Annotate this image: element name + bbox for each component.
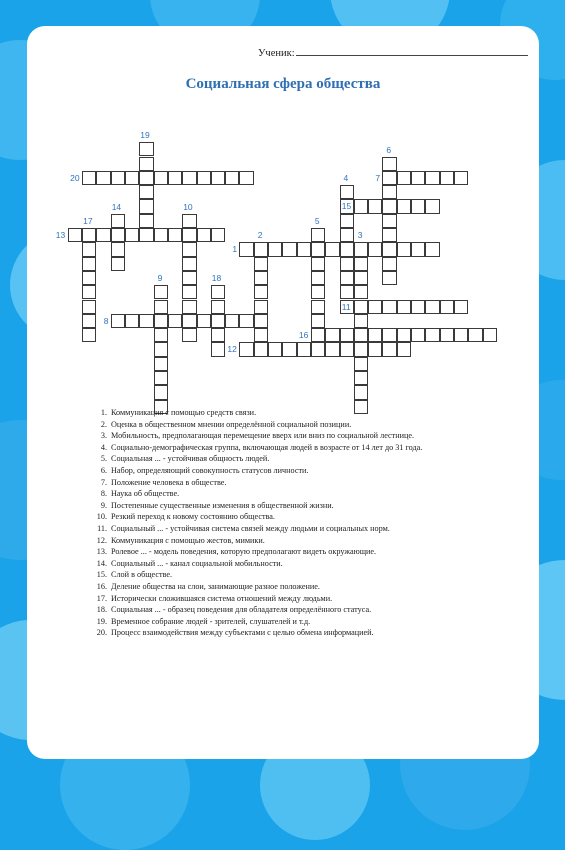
crossword-cell[interactable] [382,257,396,271]
crossword-cell[interactable] [139,228,153,242]
crossword-cell[interactable] [354,385,368,399]
crossword-cell[interactable] [239,342,253,356]
crossword-cell[interactable] [354,285,368,299]
clue-item [92,523,422,535]
crossword-cell[interactable] [154,342,168,356]
clue-item [92,546,422,558]
clue-text: Резкий переход к новому состоянию общества. [111,512,275,522]
crossword-cell[interactable] [440,328,454,342]
clue-item [92,604,422,616]
crossword-cell[interactable] [311,242,325,256]
clue-number: 9. [100,500,107,510]
crossword-cell[interactable] [139,314,153,328]
crossword-cell[interactable] [354,328,368,342]
clue-item [92,488,422,500]
crossword-cell[interactable] [154,328,168,342]
clue-number: 14. [96,558,107,568]
crossword-cell[interactable] [197,314,211,328]
clue-number-label: 14 [111,201,122,212]
crossword-cell[interactable] [111,242,125,256]
clue-number: 2. [100,419,107,429]
crossword-cell[interactable] [340,228,354,242]
crossword-cell[interactable] [325,242,339,256]
clue-number: 5. [100,454,107,464]
crossword-cell[interactable] [254,271,268,285]
crossword-cell[interactable] [96,171,110,185]
crossword-cell[interactable] [254,300,268,314]
crossword-cell[interactable] [182,328,196,342]
crossword-cell[interactable] [139,142,153,156]
crossword-cell[interactable] [211,342,225,356]
crossword-cell[interactable] [82,314,96,328]
crossword-cell[interactable] [211,228,225,242]
crossword-cell[interactable] [325,342,339,356]
clue-number: 6. [100,465,107,475]
crossword-cell[interactable] [411,171,425,185]
crossword-cell[interactable] [340,328,354,342]
crossword-cell[interactable] [82,171,96,185]
crossword-cell[interactable] [340,271,354,285]
clue-number: 8. [100,489,107,499]
clue-number-label: 19 [140,130,150,141]
clue-number: 20. [96,628,107,638]
crossword-cell[interactable] [368,342,382,356]
crossword-cell[interactable] [354,357,368,371]
clue-text: Коммуникация с помощью жестов, мимики. [111,535,265,545]
clue-number-label: 10 [183,201,193,212]
crossword-cell[interactable] [239,314,253,328]
crossword-cell[interactable] [411,328,425,342]
crossword-cell[interactable] [354,242,368,256]
crossword-cell[interactable] [468,328,482,342]
clue-item [92,569,422,581]
crossword-cell[interactable] [354,300,368,314]
crossword-cell[interactable] [125,171,139,185]
clue-number: 3. [100,431,107,441]
crossword-cell[interactable] [368,328,382,342]
crossword-cell[interactable] [254,342,268,356]
crossword-cell[interactable] [354,271,368,285]
crossword-cell[interactable] [168,171,182,185]
crossword-cell[interactable] [211,171,225,185]
clue-number-label: 12 [227,344,237,355]
clue-item [92,465,422,477]
crossword-cell[interactable] [111,214,125,228]
crossword-cell[interactable] [354,199,368,213]
page-title: Социальная сфера общества [185,76,381,92]
crossword-cell[interactable] [454,328,468,342]
clue-text: Временное собрание людей - зрителей, слушателей и т.д. [111,616,311,626]
clue-number-label: 16 [298,330,309,341]
crossword-cell[interactable] [282,342,296,356]
clue-number-label: 7 [375,172,381,183]
crossword-cell[interactable] [225,171,239,185]
crossword-cell[interactable] [111,228,125,242]
crossword-cell[interactable] [82,300,96,314]
crossword-cell[interactable] [397,300,411,314]
crossword-cell[interactable] [182,242,196,256]
clue-item [92,558,422,570]
crossword-cell[interactable] [397,328,411,342]
crossword-cell[interactable] [239,242,253,256]
clue-number-label: 4 [343,173,349,184]
clue-text: Слой в обществе. [111,570,173,580]
crossword-cell[interactable] [111,257,125,271]
crossword-cell[interactable] [268,342,282,356]
clue-item [92,627,422,639]
crossword-cell[interactable] [354,371,368,385]
clue-item [92,535,422,547]
crossword-cell[interactable] [168,314,182,328]
crossword-cell[interactable] [182,228,196,242]
crossword-cell[interactable] [211,314,225,328]
clue-text: Деление общества на слои, занимающие разное положение. [111,581,320,591]
crossword-cell[interactable] [382,242,396,256]
crossword-cell[interactable] [382,228,396,242]
crossword-cell[interactable] [96,228,110,242]
clue-number-label: 8 [103,315,109,326]
crossword-cell[interactable] [254,314,268,328]
clue-number: 19. [96,616,107,626]
crossword-cell[interactable] [125,314,139,328]
crossword-cell[interactable] [82,228,96,242]
clue-text: Исторически сложившаяся система отношений между людьми. [111,593,333,603]
crossword-cell[interactable] [154,285,168,299]
clue-number: 15. [96,570,107,580]
crossword-cell[interactable] [425,199,439,213]
crossword-cell[interactable] [454,300,468,314]
clue-number: 10. [96,512,107,522]
crossword-cell[interactable] [182,314,196,328]
clue-text: Процесс взаимодействия между субъектами с целью обмена информацией. [111,628,374,638]
clue-item [92,477,422,489]
clue-number-label: 9 [157,273,163,284]
crossword-cell[interactable] [340,185,354,199]
clue-number-label: 3 [357,230,363,241]
crossword-cell[interactable] [397,242,411,256]
crossword-cell[interactable] [254,257,268,271]
crossword-cell[interactable] [254,285,268,299]
crossword-cell[interactable] [182,257,196,271]
crossword-cell[interactable] [182,214,196,228]
crossword-cell[interactable] [354,314,368,328]
crossword-cell[interactable] [68,228,82,242]
crossword-cell[interactable] [411,300,425,314]
crossword-cell[interactable] [182,171,196,185]
crossword-cell[interactable] [82,328,96,342]
crossword-cell[interactable] [382,328,396,342]
crossword-cell[interactable] [311,328,325,342]
crossword-cell[interactable] [225,314,239,328]
crossword-cell[interactable] [397,199,411,213]
clue-number: 17. [96,593,107,603]
crossword-cell[interactable] [154,385,168,399]
clue-number: 7. [100,477,107,487]
clue-number: 11. [97,523,107,533]
clue-text: Положение человека в обществе. [111,477,227,487]
crossword-cell[interactable] [197,171,211,185]
crossword-cell[interactable] [154,228,168,242]
crossword-cell[interactable] [254,242,268,256]
clue-text: Постепенные существенные изменения в общественной жизни. [111,500,334,510]
crossword-cell[interactable] [311,228,325,242]
clue-number: 1. [100,408,107,417]
clue-number-label: 5 [314,216,320,226]
crossword-cell[interactable] [139,171,153,185]
crossword-cell[interactable] [297,242,311,256]
crossword-cell[interactable] [139,185,153,199]
crossword-cell[interactable] [354,342,368,356]
crossword-cell[interactable] [425,300,439,314]
crossword-cell[interactable] [154,357,168,371]
crossword-cell[interactable] [382,157,396,171]
clue-text: Оценка в общественном мнении определённой социальной позиции. [111,419,352,429]
crossword-cell[interactable] [425,328,439,342]
crossword-cell[interactable] [311,314,325,328]
crossword-cell[interactable] [340,242,354,256]
crossword-cell[interactable] [425,171,439,185]
clue-number: 12. [96,535,107,545]
clue-number-label: 20 [70,172,80,183]
crossword-cell[interactable] [483,328,497,342]
crossword-cell[interactable] [311,342,325,356]
crossword-cell[interactable] [311,271,325,285]
clue-item [92,442,422,454]
clue-number-label: 1 [232,244,238,255]
crossword-cell[interactable] [297,342,311,356]
worksheet-page [27,26,539,759]
crossword-cell[interactable] [311,257,325,271]
clue-number-label: 2 [257,230,263,241]
crossword-cell[interactable] [111,314,125,328]
clue-item [92,407,422,419]
crossword-cell[interactable] [340,285,354,299]
crossword-cell[interactable] [382,342,396,356]
crossword-cell[interactable] [282,242,296,256]
crossword-cell[interactable] [382,199,396,213]
crossword-cell[interactable] [268,242,282,256]
crossword-cell[interactable] [154,300,168,314]
crossword-grid [27,26,539,446]
crossword-cell[interactable] [454,171,468,185]
clue-text: Социальный ... - канал социальной мобильности. [111,558,283,568]
clue-text: Социальная ... - устойчивая общность людей. [111,454,270,464]
crossword-cell[interactable] [111,171,125,185]
crossword-cell[interactable] [382,185,396,199]
clue-item [92,430,422,442]
clue-text: Мобильность, предполагающая перемещение вверх или вниз по социальной лестнице. [111,431,415,441]
crossword-cell[interactable] [382,171,396,185]
crossword-cell[interactable] [311,285,325,299]
clue-item [92,419,422,431]
crossword-cell[interactable] [168,228,182,242]
crossword-cell[interactable] [154,371,168,385]
crossword-cell[interactable] [340,214,354,228]
clue-number: 4. [100,442,107,452]
clue-number-label: 18 [211,273,222,284]
crossword-cell[interactable] [382,214,396,228]
crossword-cell[interactable] [440,171,454,185]
crossword-cell[interactable] [82,285,96,299]
clue-text: Набор, определяющий совокупность статусов личности. [111,465,309,475]
crossword-cell[interactable] [397,171,411,185]
crossword-cell[interactable] [397,342,411,356]
crossword-cell[interactable] [154,171,168,185]
crossword-cell[interactable] [340,342,354,356]
crossword-cell[interactable] [382,300,396,314]
clue-number: 13. [96,547,107,557]
clue-number-label: 15 [341,201,352,212]
crossword-cell[interactable] [411,242,425,256]
clue-item [92,500,422,512]
crossword-cell[interactable] [139,214,153,228]
crossword-cell[interactable] [425,242,439,256]
clue-text: Наука об обществе. [111,489,180,499]
crossword-cell[interactable] [182,271,196,285]
crossword-cell[interactable] [82,257,96,271]
crossword-cell[interactable] [368,199,382,213]
student-label: Ученик: [258,48,295,59]
clue-text: Коммуникация с помощью средств связи. [111,408,257,417]
crossword-cell[interactable] [154,314,168,328]
crossword-cell[interactable] [211,285,225,299]
crossword-cell[interactable] [182,300,196,314]
crossword-cell[interactable] [211,328,225,342]
clue-text: Социально-демографическая группа, включающая людей в возрасте от 14 лет до 31 года. [111,442,423,452]
clue-item [92,453,422,465]
crossword-cell[interactable] [340,257,354,271]
clue-item [92,616,422,628]
clue-item [92,581,422,593]
clue-number-label: 6 [386,144,392,155]
crossword-cell[interactable] [82,271,96,285]
crossword-cell[interactable] [211,300,225,314]
crossword-cell[interactable] [368,300,382,314]
clue-number: 16. [96,581,107,591]
crossword-cell[interactable] [139,157,153,171]
clue-number-label: 13 [55,230,66,240]
clue-text: Социальный ... - устойчивая система связей между людьми и социальных норм. [111,523,390,533]
crossword-cell[interactable] [182,285,196,299]
clue-text: Ролевое ... - модель поведения, которую предполагают видеть окружающие. [111,547,377,557]
crossword-cell[interactable] [239,171,253,185]
clue-item [92,593,422,605]
clue-item [92,511,422,523]
crossword-cell[interactable] [411,199,425,213]
clue-number-label: 11 [341,301,351,312]
crossword-cell[interactable] [440,300,454,314]
clue-number-label: 17 [83,216,93,226]
clue-text: Социальная ... - образец поведения для обладателя определённого статуса. [111,605,372,615]
clue-list [92,407,422,639]
crossword-cell[interactable] [382,271,396,285]
crossword-cell[interactable] [311,300,325,314]
crossword-cell[interactable] [354,257,368,271]
crossword-cell[interactable] [254,328,268,342]
crossword-cell[interactable] [368,242,382,256]
crossword-cell[interactable] [197,228,211,242]
crossword-cell[interactable] [325,328,339,342]
crossword-cell[interactable] [82,242,96,256]
crossword-cell[interactable] [125,228,139,242]
crossword-cell[interactable] [139,199,153,213]
clue-number: 18. [96,605,107,615]
